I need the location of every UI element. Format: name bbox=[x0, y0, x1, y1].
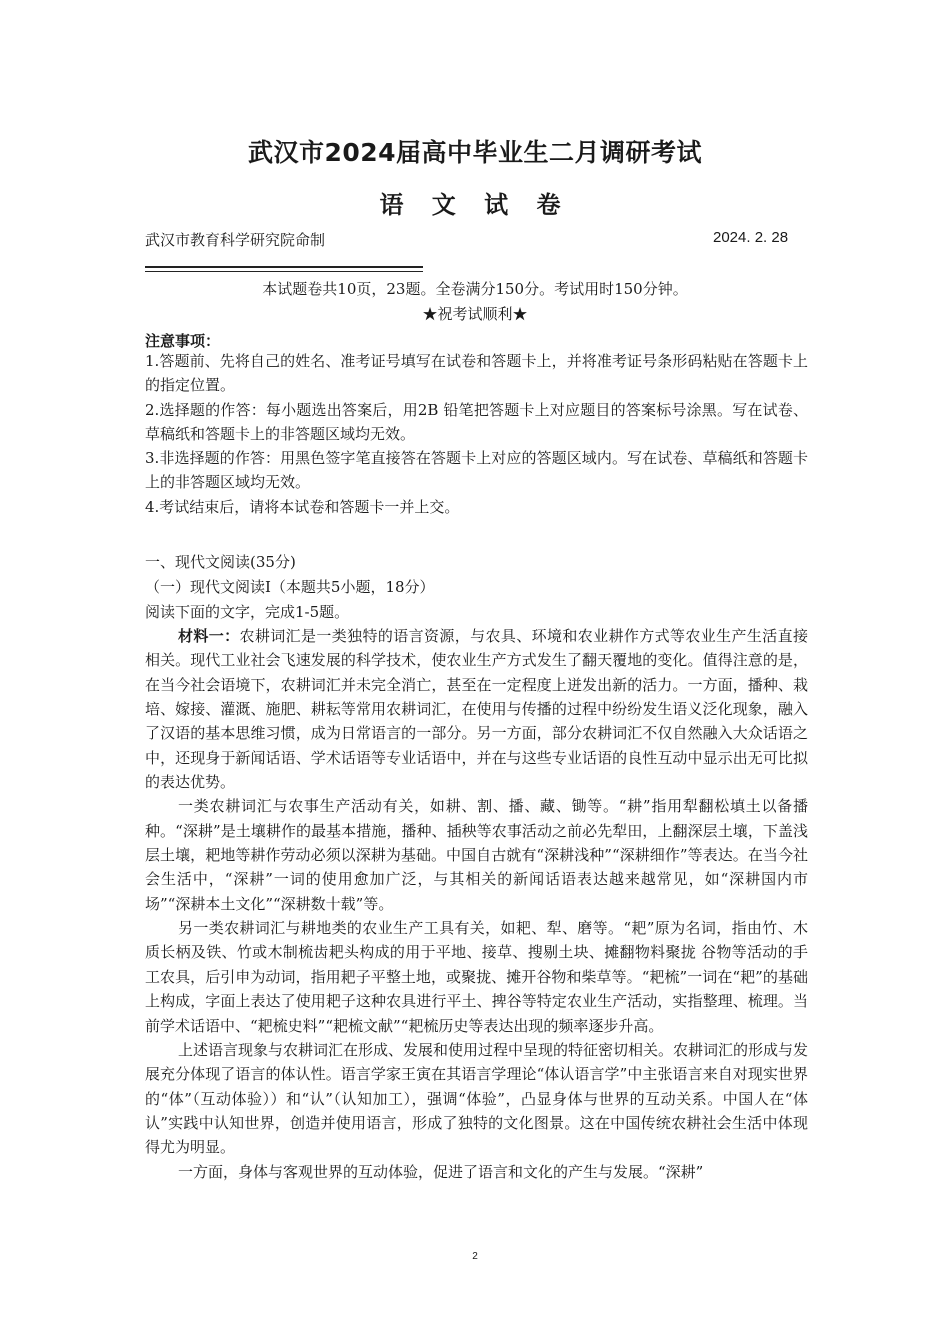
section-heading: 一、现代文阅读(35分) bbox=[145, 553, 296, 571]
notice-item: 1.答题前、先将自己的姓名、准考证号填写在试卷和答题卡上，并将准考证号条形码粘贴在答题卡上的指定位置。 bbox=[145, 352, 808, 395]
notice-item: 4.考试结束后，请将本试卷和答题卡一并上交。 bbox=[145, 497, 460, 516]
reading-instruction: 阅读下面的文字，完成1-5题。 bbox=[145, 603, 350, 621]
exam-date: 2024. 2. 28 bbox=[713, 229, 789, 246]
passage-paragraph: 一方面，身体与客观世界的互动体验，促进了语言和文化的产生与发展。“深耕” bbox=[178, 1162, 704, 1181]
notice-list bbox=[145, 349, 808, 519]
passage-paragraph: 另一类农耕词汇与耕地类的农业生产工具有关，如耙、犁、磨等。“耙”原为名词，指由竹、木质长柄及铁、竹或木制梳齿耙头构成的用于平地、接草、搜剔土块、摊翻物料聚拢 谷物等活动的手工农具，后引申为动词，指用耙子平整土地，或聚拢、摊开谷物和柴草等。“耙梳”一词在“耙”的基础上构成，字面上表达了使用耙子这种农具进行平土、捭谷等特定农业生产活动，实指整理、梳理。当前学术话语中、“耙梳史料”“耙梳文献”“耙梳历史等表达出现的频率逐步升高。 bbox=[145, 919, 808, 1035]
reading-passage bbox=[145, 624, 808, 1184]
notice-title: 注意事项： bbox=[145, 332, 221, 350]
exam-info: 本试题卷共10页，23题。全卷满分150分。考试用时150分钟。 bbox=[262, 280, 688, 298]
header-divider-thick bbox=[145, 266, 423, 268]
passage-paragraph: 上述语言现象与农耕词汇在形成、发展和使用过程中呈现的特征密切相关。农耕词汇的形成与发展充分体现了语言的体认性。语言学家王寅在其语言学理论“体认语言学”中主张语言来自对现实世界的“体”（互动体验））和“认”（认知加工），强调“体验”，凸显身体与世界的互动关系。中国人在“体认”实践中认知世界，创造并使用语言，形成了独特的文化图景。这在中国传统农耕社会生活中体现得尤为明显。 bbox=[145, 1040, 809, 1157]
notice-item: 3.非选择题的作答：用黑色签字笔直接答在答题卡上对应的答题区域内。写在试卷、草稿纸和答题卡上的非答题区域均无效。 bbox=[145, 449, 808, 492]
passage-paragraph bbox=[145, 624, 808, 794]
issuer-text: 武汉市教育科学研究院命制 bbox=[145, 231, 326, 249]
exam-title: 武汉市2024届高中毕业生二月调研考试 bbox=[247, 138, 703, 167]
page-number: 2 bbox=[472, 1251, 478, 1262]
exam-subtitle: 语 文 试 卷 bbox=[379, 191, 571, 219]
material-label: 材料一： bbox=[178, 627, 240, 645]
passage-paragraph: 一类农耕词汇与农事生产活动有关，如耕、割、播、藏、锄等。“耕”指用犁翻松填土以备播种。“深耕”是土壤耕作的最基本措施，播种、插秧等农事活动之前必先犁田，上翻深层土壤，下盖浅层土壤，耙地等耕作劳动必须以深耕为基础。中国自古就有“深耕浅种”“深耕细作”等表达。在当今社会生活中，“深耕”一词的使用愈加广泛，与其相关的新闻话语表达越来越常见，如“深耕国内市场”“深耕本土文化”“深耕数十载”等。 bbox=[145, 797, 808, 913]
section-subheading: （一）现代文阅读Ⅰ（本题共5小题，18分） bbox=[145, 578, 435, 596]
notice-item: 2.选择题的作答：每小题选出答案后，用2B 铅笔把答题卡上对应题目的答案标号涂黑。写在试卷、草稿纸和答题卡上的非答题区域均无效。 bbox=[145, 400, 808, 443]
good-luck-line: ★祝考试顺利★ bbox=[422, 305, 528, 323]
paragraph-text: 农耕词汇是一类独特的语言资源，与农具、环境和农业耕作方式等农业生产生活直接相关。现代工业社会飞速发展的科学技术，使农业生产方式发生了翻天覆地的变化。值得注意的是，在当今社会语境下，农耕词汇并未完全消亡，甚至在一定程度上迸发出新的活力。一方面，播种、栽培、嫁接、灌溉、施肥、耕耘等常用农耕词汇，在使用与传播的过程中纷纷发生语义泛化现象，融入了汉语的基本思维习惯，成为日常语言的一部分。另一方面，部分农耕词汇不仅自然融入大众话语之中，还现身于新闻话语、学术话语等专业话语中，并在与这些专业话语的良性互动中显示出无可比拟的表达优势。 bbox=[145, 627, 808, 792]
header-divider-thin bbox=[145, 271, 423, 272]
